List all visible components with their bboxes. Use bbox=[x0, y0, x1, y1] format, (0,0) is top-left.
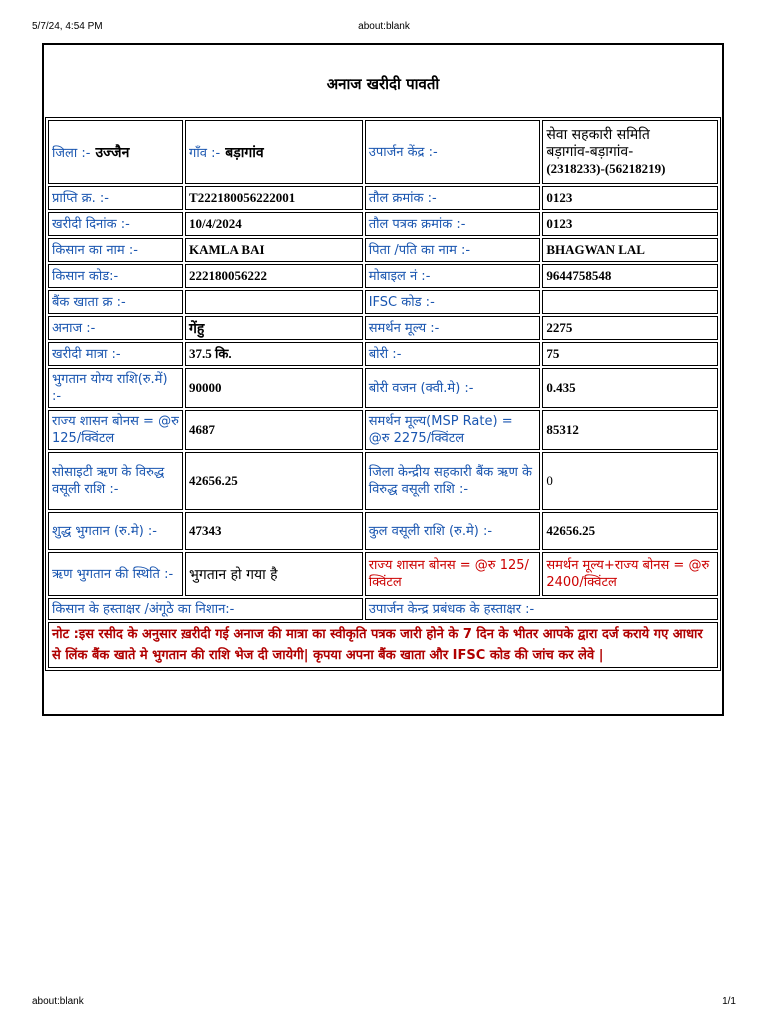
red-total-text: समर्थन मूल्य+राज्य बोनस = @रु 2400/क्विंटल bbox=[542, 552, 718, 596]
ifsc-label: IFSC कोड :- bbox=[365, 290, 541, 314]
note-text: नोट :इस रसीद के अनुसार ख़रीदी गई अनाज की मात्रा का स्वीकृति पत्रक जारी होने के 7 दिन के भीतर आपके द्वारा दर्ज कराये गए आधार से लिंक बैंक खाते मे भुगतान की राशि भेज दी जायेगी| कृपया अपना बैंक खाता और IFSC कोड की जांच कर लेवे | bbox=[48, 622, 718, 668]
bag-weight-label: बोरी वजन (क्वी.मे) :- bbox=[365, 368, 541, 408]
table-row bbox=[48, 212, 718, 236]
center-value-cell bbox=[542, 120, 718, 184]
purchase-date-label: खरीदी दिनांक :- bbox=[48, 212, 183, 236]
bags-value: 75 bbox=[542, 342, 718, 366]
print-datetime: 5/7/24, 4:54 PM bbox=[32, 21, 103, 32]
msp-rate-label: समर्थन मूल्य(MSP Rate) = @रु 2275/क्विंटल bbox=[365, 410, 541, 450]
msp-rate-value: 85312 bbox=[542, 410, 718, 450]
state-bonus-value: 4687 bbox=[185, 410, 363, 450]
grain-value: गेंहु bbox=[185, 316, 363, 340]
father-name-label: पिता /पति का नाम :- bbox=[365, 238, 541, 262]
red-bonus-text: राज्य शासन बोनस = @रु 125/क्विंटल bbox=[365, 552, 541, 596]
village-value: बड़ागांव bbox=[225, 145, 264, 161]
village-label: गाँव :- bbox=[189, 146, 221, 161]
purchase-date-value: 10/4/2024 bbox=[185, 212, 363, 236]
table-row bbox=[48, 512, 718, 550]
weigh-no-value: 0123 bbox=[542, 186, 718, 210]
farmer-sign-label: किसान के हस्ताक्षर /अंगूठे का निशान:- bbox=[48, 598, 363, 620]
loan-status-label: ऋण भुगतान की स्थिति :- bbox=[48, 552, 183, 596]
farmer-name-label: किसान का नाम :- bbox=[48, 238, 183, 262]
print-header bbox=[0, 0, 768, 40]
center-value-line1: सेवा सहकारी समिति bbox=[546, 127, 650, 143]
center-value-line3: (2318233)-(56218219) bbox=[546, 161, 666, 176]
net-payment-value: 47343 bbox=[185, 512, 363, 550]
weigh-slip-value: 0123 bbox=[542, 212, 718, 236]
table-row bbox=[48, 552, 718, 596]
district-value: उज्जैन bbox=[95, 145, 130, 161]
bank-account-value bbox=[185, 290, 363, 314]
farmer-name-value: KAMLA BAI bbox=[185, 238, 363, 262]
village-cell bbox=[185, 120, 363, 184]
table-row bbox=[48, 186, 718, 210]
weigh-no-label: तौल क्रमांक :- bbox=[365, 186, 541, 210]
dccb-loan-value: 0 bbox=[542, 452, 718, 510]
dccb-loan-label: जिला केन्द्रीय सहकारी बैंक ऋण के विरुद्ध वसूली राशि :- bbox=[365, 452, 541, 510]
table-row bbox=[48, 238, 718, 262]
payable-label: भुगतान योग्य राशि(रु.में) :- bbox=[48, 368, 183, 408]
father-name-value: BHAGWAN LAL bbox=[542, 238, 718, 262]
print-footer bbox=[0, 990, 768, 1010]
bag-weight-value: 0.435 bbox=[542, 368, 718, 408]
receipt-title: अनाज खरीदी पावती bbox=[326, 75, 440, 93]
center-label: उपार्जन केंद्र :- bbox=[365, 120, 541, 184]
manager-sign-label: उपार्जन केन्द्र प्रबंधक के हस्ताक्षर :- bbox=[365, 598, 718, 620]
center-value-line2: बड़ागांव-बड़ागांव- bbox=[546, 144, 634, 160]
quantity-label: खरीदी मात्रा :- bbox=[48, 342, 183, 366]
receipt-no-label: प्राप्ति क्र. :- bbox=[48, 186, 183, 210]
mobile-label: मोबाइल नं :- bbox=[365, 264, 541, 288]
receipt-no-value: T222180056222001 bbox=[185, 186, 363, 210]
table-row bbox=[48, 120, 718, 184]
print-page-number: 1/1 bbox=[722, 996, 736, 1007]
table-row bbox=[48, 316, 718, 340]
weigh-slip-label: तौल पत्रक क्रमांक :- bbox=[365, 212, 541, 236]
table-row bbox=[48, 264, 718, 288]
state-bonus-label: राज्य शासन बोनस = @रु 125/क्विंटल bbox=[48, 410, 183, 450]
total-recovery-value: 42656.25 bbox=[542, 512, 718, 550]
ifsc-value bbox=[542, 290, 718, 314]
bags-label: बोरी :- bbox=[365, 342, 541, 366]
table-row bbox=[48, 452, 718, 510]
society-loan-value: 42656.25 bbox=[185, 452, 363, 510]
print-url: about:blank bbox=[32, 996, 84, 1007]
net-payment-label: शुद्ध भुगतान (रु.मे) :- bbox=[48, 512, 183, 550]
table-row bbox=[48, 598, 718, 620]
district-label: जिला :- bbox=[52, 146, 91, 161]
payable-value: 90000 bbox=[185, 368, 363, 408]
farmer-code-value: 222180056222 bbox=[185, 264, 363, 288]
print-page-title: about:blank bbox=[358, 21, 410, 32]
table-row bbox=[48, 342, 718, 366]
society-loan-label: सोसाइटी ऋण के विरुद्ध वसूली राशि :- bbox=[48, 452, 183, 510]
mobile-value: 9644758548 bbox=[542, 264, 718, 288]
table-row bbox=[48, 290, 718, 314]
quantity-value: 37.5 कि. bbox=[185, 342, 363, 366]
grain-label: अनाज :- bbox=[48, 316, 183, 340]
total-recovery-label: कुल वसूली राशि (रु.मे) :- bbox=[365, 512, 541, 550]
bank-account-label: बैंक खाता क्र :- bbox=[48, 290, 183, 314]
loan-status-value: भुगतान हो गया है bbox=[185, 552, 363, 596]
msp-value: 2275 bbox=[542, 316, 718, 340]
district-cell bbox=[48, 120, 183, 184]
msp-label: समर्थन मूल्य :- bbox=[365, 316, 541, 340]
table-row bbox=[48, 368, 718, 408]
farmer-code-label: किसान कोड:- bbox=[48, 264, 183, 288]
table-row bbox=[48, 410, 718, 450]
receipt-table bbox=[45, 117, 721, 671]
table-row bbox=[48, 622, 718, 668]
